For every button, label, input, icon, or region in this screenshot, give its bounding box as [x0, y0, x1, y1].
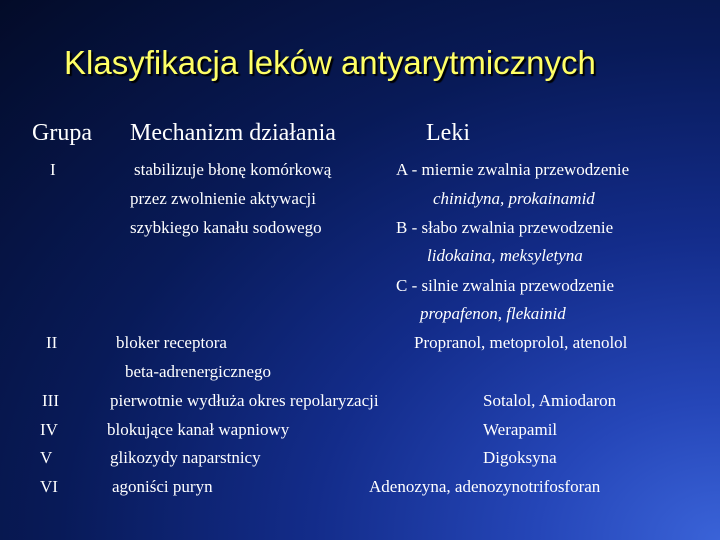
class-ib-drugs: lidokaina, meksyletyna [427, 246, 583, 265]
slide-title: Klasyfikacja leków antyarytmicznych [64, 44, 596, 81]
class-iii-drugs: Sotalol, Amiodaron [483, 391, 617, 410]
class-ii-mechanism-line2: beta-adrenergicznego [125, 362, 271, 381]
header-group: Grupa [32, 120, 92, 146]
class-v-mechanism: glikozydy naparstnicy [110, 448, 261, 467]
class-i-mechanism-line3: szybkiego kanału sodowego [130, 218, 322, 237]
class-ia-description: A - miernie zwalnia przewodzenie [396, 160, 630, 179]
class-ia-drugs: chinidyna, prokainamid [433, 189, 595, 208]
class-ib-description: B - słabo zwalnia przewodzenie [396, 218, 614, 237]
class-ic-description: C - silnie zwalnia przewodzenie [396, 276, 615, 295]
class-iii-label: III [42, 391, 59, 410]
class-ii-mechanism-line1: bloker receptora [116, 333, 227, 352]
class-ii-label: II [46, 333, 58, 352]
class-iv-mechanism: blokujące kanał wapniowy [107, 420, 290, 439]
class-vi-drugs: Adenozyna, adenozynotrifosforan [369, 477, 601, 496]
class-iii-mechanism: pierwotnie wydłuża okres repolaryzacji [110, 391, 379, 410]
class-vi-mechanism: agoniści puryn [112, 477, 213, 496]
class-i-mechanism-line2: przez zwolnienie aktywacji [130, 189, 316, 208]
header-drugs: Leki [426, 120, 470, 146]
class-ii-drugs: Propranol, metoprolol, atenolol [414, 333, 628, 352]
class-iv-label: IV [40, 420, 58, 439]
class-v-drugs: Digoksyna [483, 448, 557, 467]
class-i-mechanism-line1: stabilizuje błonę komórkową [134, 160, 332, 179]
class-vi-label: VI [40, 477, 58, 496]
class-i-label: I [50, 160, 56, 179]
header-mechanism: Mechanizm działania [130, 120, 336, 146]
class-ic-drugs: propafenon, flekainid [420, 304, 566, 323]
class-v-label: V [40, 448, 53, 467]
class-iv-drugs: Werapamil [483, 420, 558, 439]
